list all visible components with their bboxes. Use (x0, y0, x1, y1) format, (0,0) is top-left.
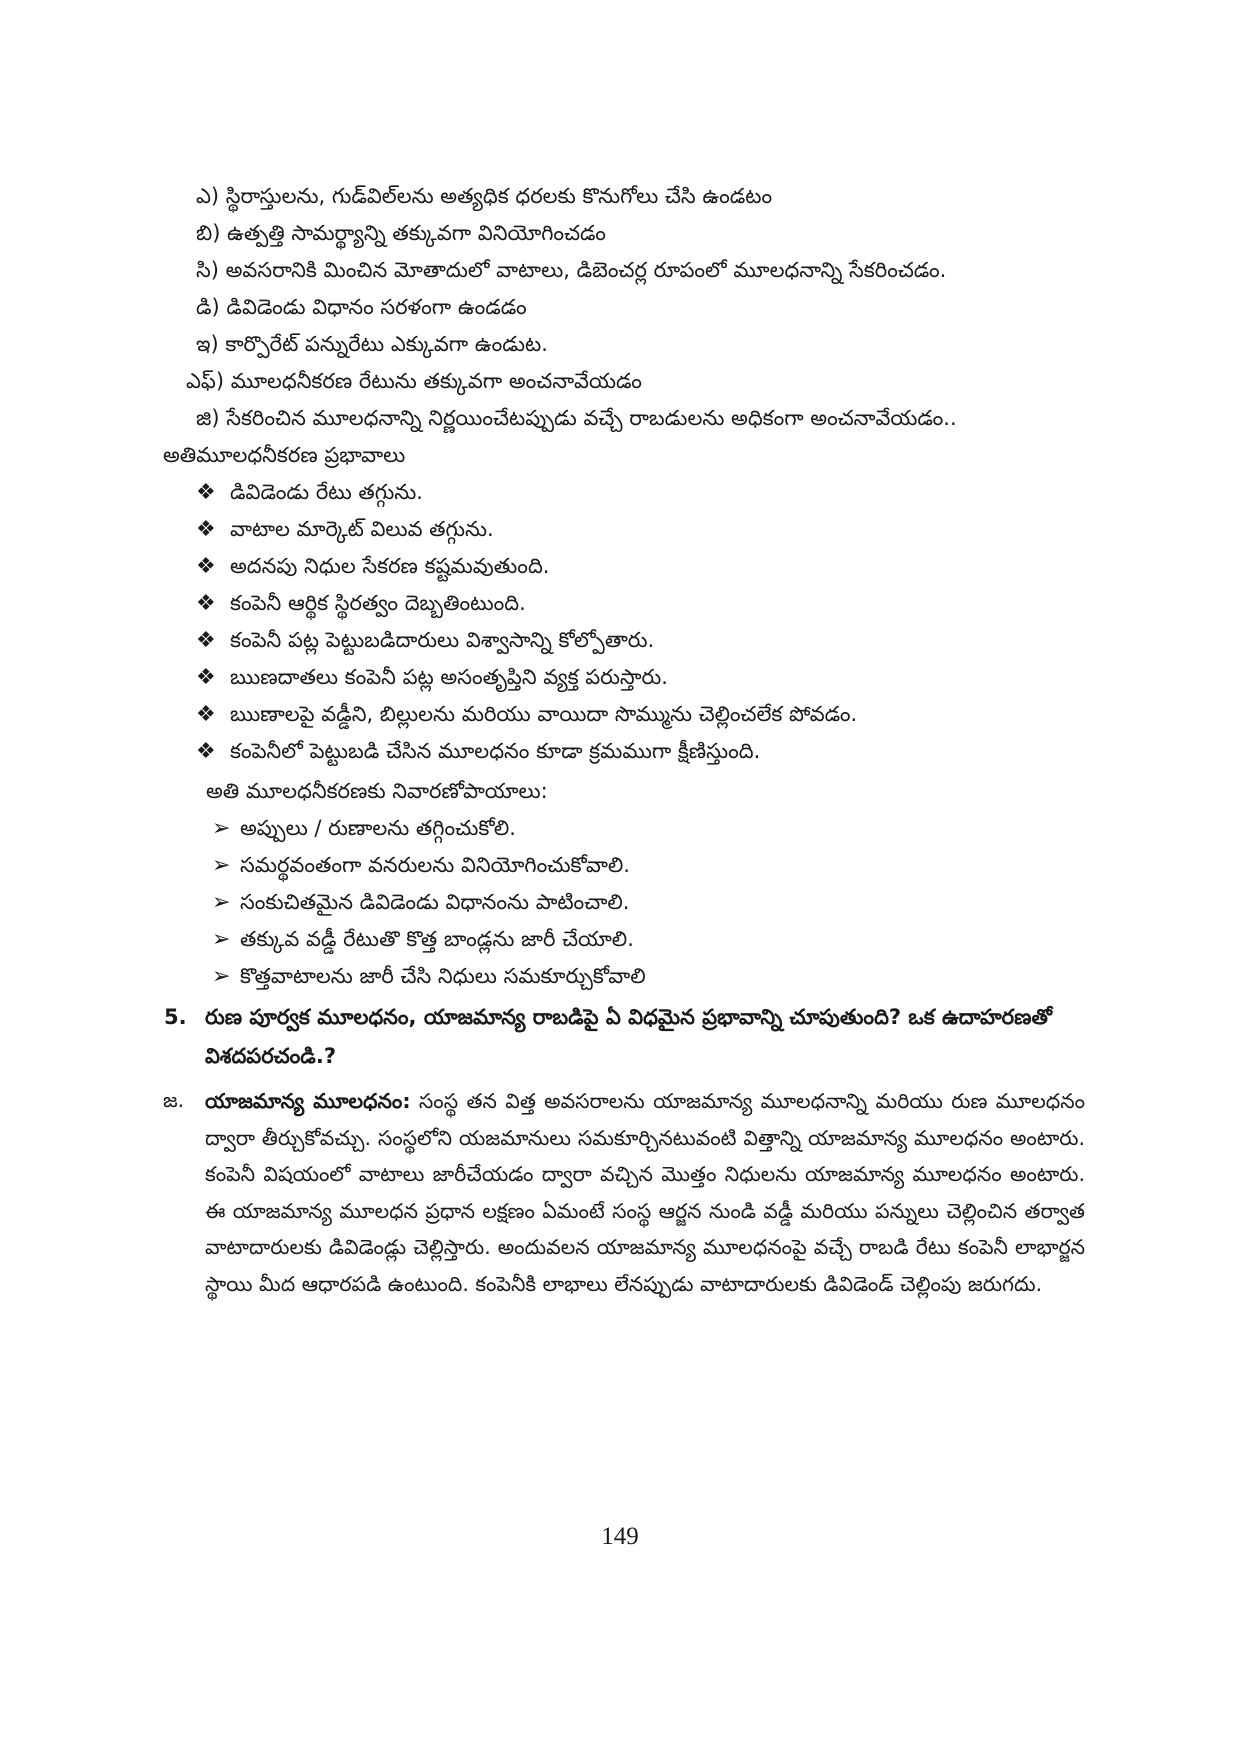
effect-text: వాటాల మార్కెట్ విలువ తగ్గును. (230, 517, 494, 541)
answer-text: సంస్థ తన విత్త అవసరాలను యాజమాన్య మూలధనాన్ని మరియు రుణ మూలధనం ద్వారా తీర్చుకోవచ్చు. సంస్థలోని యజమానులు సమకూర్చినటువంటి విత్తాన్ని యాజమాన్య మూలధనం అంటారు. కంపెనీ విషయంలో వాటాలు జారీచేయడం ద్వారా వచ్చిన మొత్తం నిధులను యాజమాన్య మూలధనం అంటారు. ఈ యాజమాన్య మూలధన ప్రధాన లక్షణం ఏమంటే సంస్థ ఆర్జన నుండి వడ్డీ మరియు పన్నులు చెల్లించిన తర్వాత వాటాదారులకు డివిడెండ్లు చెల్లిస్తారు. అందువలన యాజమాన్య మూలధనంపై వచ్చే రాబడి రేటు కంపెనీ లాభార్జన స్థాయి మీద ఆధారపడి ఉంటుంది. కంపెనీకి లాభాలు లేనప్పుడు వాటాదారులకు డివిడెండ్ చెల్లింపు జరుగదు. (205, 1089, 1085, 1296)
diamond-bullet-icon: ❖ (196, 665, 216, 690)
cause-item-d: డి) డివిడెండు విధానం సరళంగా ఉండడం (196, 295, 527, 319)
effect-text: కంపెనీలో పెట్టుబడి చేసిన మూలధనం కూడా క్రమముగా క్షీణిస్తుంది. (230, 739, 761, 763)
cause-item-e: ఇ) కార్పొరేట్ పన్నురేటు ఎక్కువగా ఉండుట. (196, 332, 548, 356)
remedy-text: సమర్థవంతంగా వనరులను వినియోగించుకోవాలి. (240, 853, 630, 877)
question-number: 5. (164, 1005, 187, 1029)
effect-text: అదనపు నిధుల సేకరణ కష్టమవుతుంది. (230, 554, 550, 578)
effects-heading: అతిమూలధనీకరణ ప్రభావాలు (163, 443, 406, 467)
diamond-bullet-icon: ❖ (196, 739, 216, 764)
effect-item (196, 588, 526, 619)
effect-text: కంపెనీ పట్ల పెట్టుబడిదారులు విశ్వాసాన్ని కోల్పోతారు. (230, 628, 655, 652)
answer-paragraph (205, 1083, 1085, 1302)
effect-item (196, 625, 654, 656)
effect-text: ఋణాలపై వడ్డీని, బిల్లులను మరియు వాయిదా సొమ్మును చెల్లించలేక పోవడం. (230, 702, 858, 726)
diamond-bullet-icon: ❖ (196, 517, 216, 542)
effect-item (196, 514, 494, 545)
arrow-bullet-icon: ➢ (212, 816, 231, 841)
remedy-item (212, 924, 634, 955)
remedy-text: కొత్తవాటాలను జారీ చేసి నిధులు సమకూర్చుకోవాలి (240, 964, 646, 988)
remedy-item (212, 850, 630, 881)
cause-item-c: సి) అవసరానికి మించిన మోతాదులో వాటాలు, డిబెంచర్ల రూపంలో మూలధనాన్ని సేకరించడం. (196, 258, 947, 282)
page-number: 149 (601, 1523, 639, 1550)
cause-item-a: ఎ) స్థిరాస్తులను, గుడ్‌విల్‌లను అత్యధిక ధరలకు కొనుగోలు చేసి ఉండటం (196, 184, 773, 208)
effect-text: ఋణదాతలు కంపెనీ పట్ల అసంతృప్తిని వ్యక్త పరుస్తారు. (230, 665, 668, 689)
remedy-text: అప్పులు / రుణాలను తగ్గించుకోలి. (240, 816, 516, 840)
remedy-text: సంకుచితమైన డివిడెండు విధానంను పాటించాలి. (240, 890, 630, 914)
effect-item (196, 477, 423, 508)
arrow-bullet-icon: ➢ (212, 853, 231, 878)
diamond-bullet-icon: ❖ (196, 702, 216, 727)
remedy-item (212, 961, 646, 992)
remedy-item (212, 887, 629, 918)
cause-item-g: జి) సేకరించిన మూలధనాన్ని నిర్ణయించేటప్పుడు వచ్చే రాబడులను అధికంగా అంచనావేయడం.. (196, 406, 957, 430)
effect-item (196, 736, 760, 767)
effect-item (196, 551, 549, 582)
question-line-2: విశదపరచండి.? (205, 1044, 336, 1068)
diamond-bullet-icon: ❖ (196, 628, 216, 653)
effect-item (196, 699, 857, 730)
cause-item-b: బి) ఉత్పత్తి సామర్థ్యాన్ని తక్కువగా వినియోగించడం (196, 221, 606, 245)
diamond-bullet-icon: ❖ (196, 591, 216, 616)
effect-text: డివిడెండు రేటు తగ్గును. (230, 480, 423, 504)
remedy-item (212, 813, 516, 844)
arrow-bullet-icon: ➢ (212, 964, 231, 989)
diamond-bullet-icon: ❖ (196, 480, 216, 505)
diamond-bullet-icon: ❖ (196, 554, 216, 579)
effect-item (196, 662, 668, 693)
cause-item-f: ఎఫ్) మూలధనీకరణ రేటును తక్కువగా అంచనావేయడం (186, 369, 642, 393)
answer-marker: జ. (163, 1088, 184, 1112)
remedy-text: తక్కువ వడ్డీ రేటుతొ కొత్త బాండ్లను జారీ చేయాలి. (240, 927, 634, 951)
arrow-bullet-icon: ➢ (212, 927, 231, 952)
effect-text: కంపెనీ ఆర్థిక స్థిరత్వం దెబ్బతింటుంది. (230, 591, 526, 615)
question-line-1: రుణ పూర్వక మూలధనం, యాజమాన్య రాబడిపై ఏ విధమైన ప్రభావాన్ని చూపుతుంది? ఒక ఉదాహరణతో (205, 1005, 1052, 1029)
arrow-bullet-icon: ➢ (212, 890, 231, 915)
remedies-heading: అతి మూలధనీకరణకు నివారణోపాయాలు: (206, 779, 548, 803)
answer-term: యాజమాన్య మూలధనం: (205, 1089, 411, 1113)
